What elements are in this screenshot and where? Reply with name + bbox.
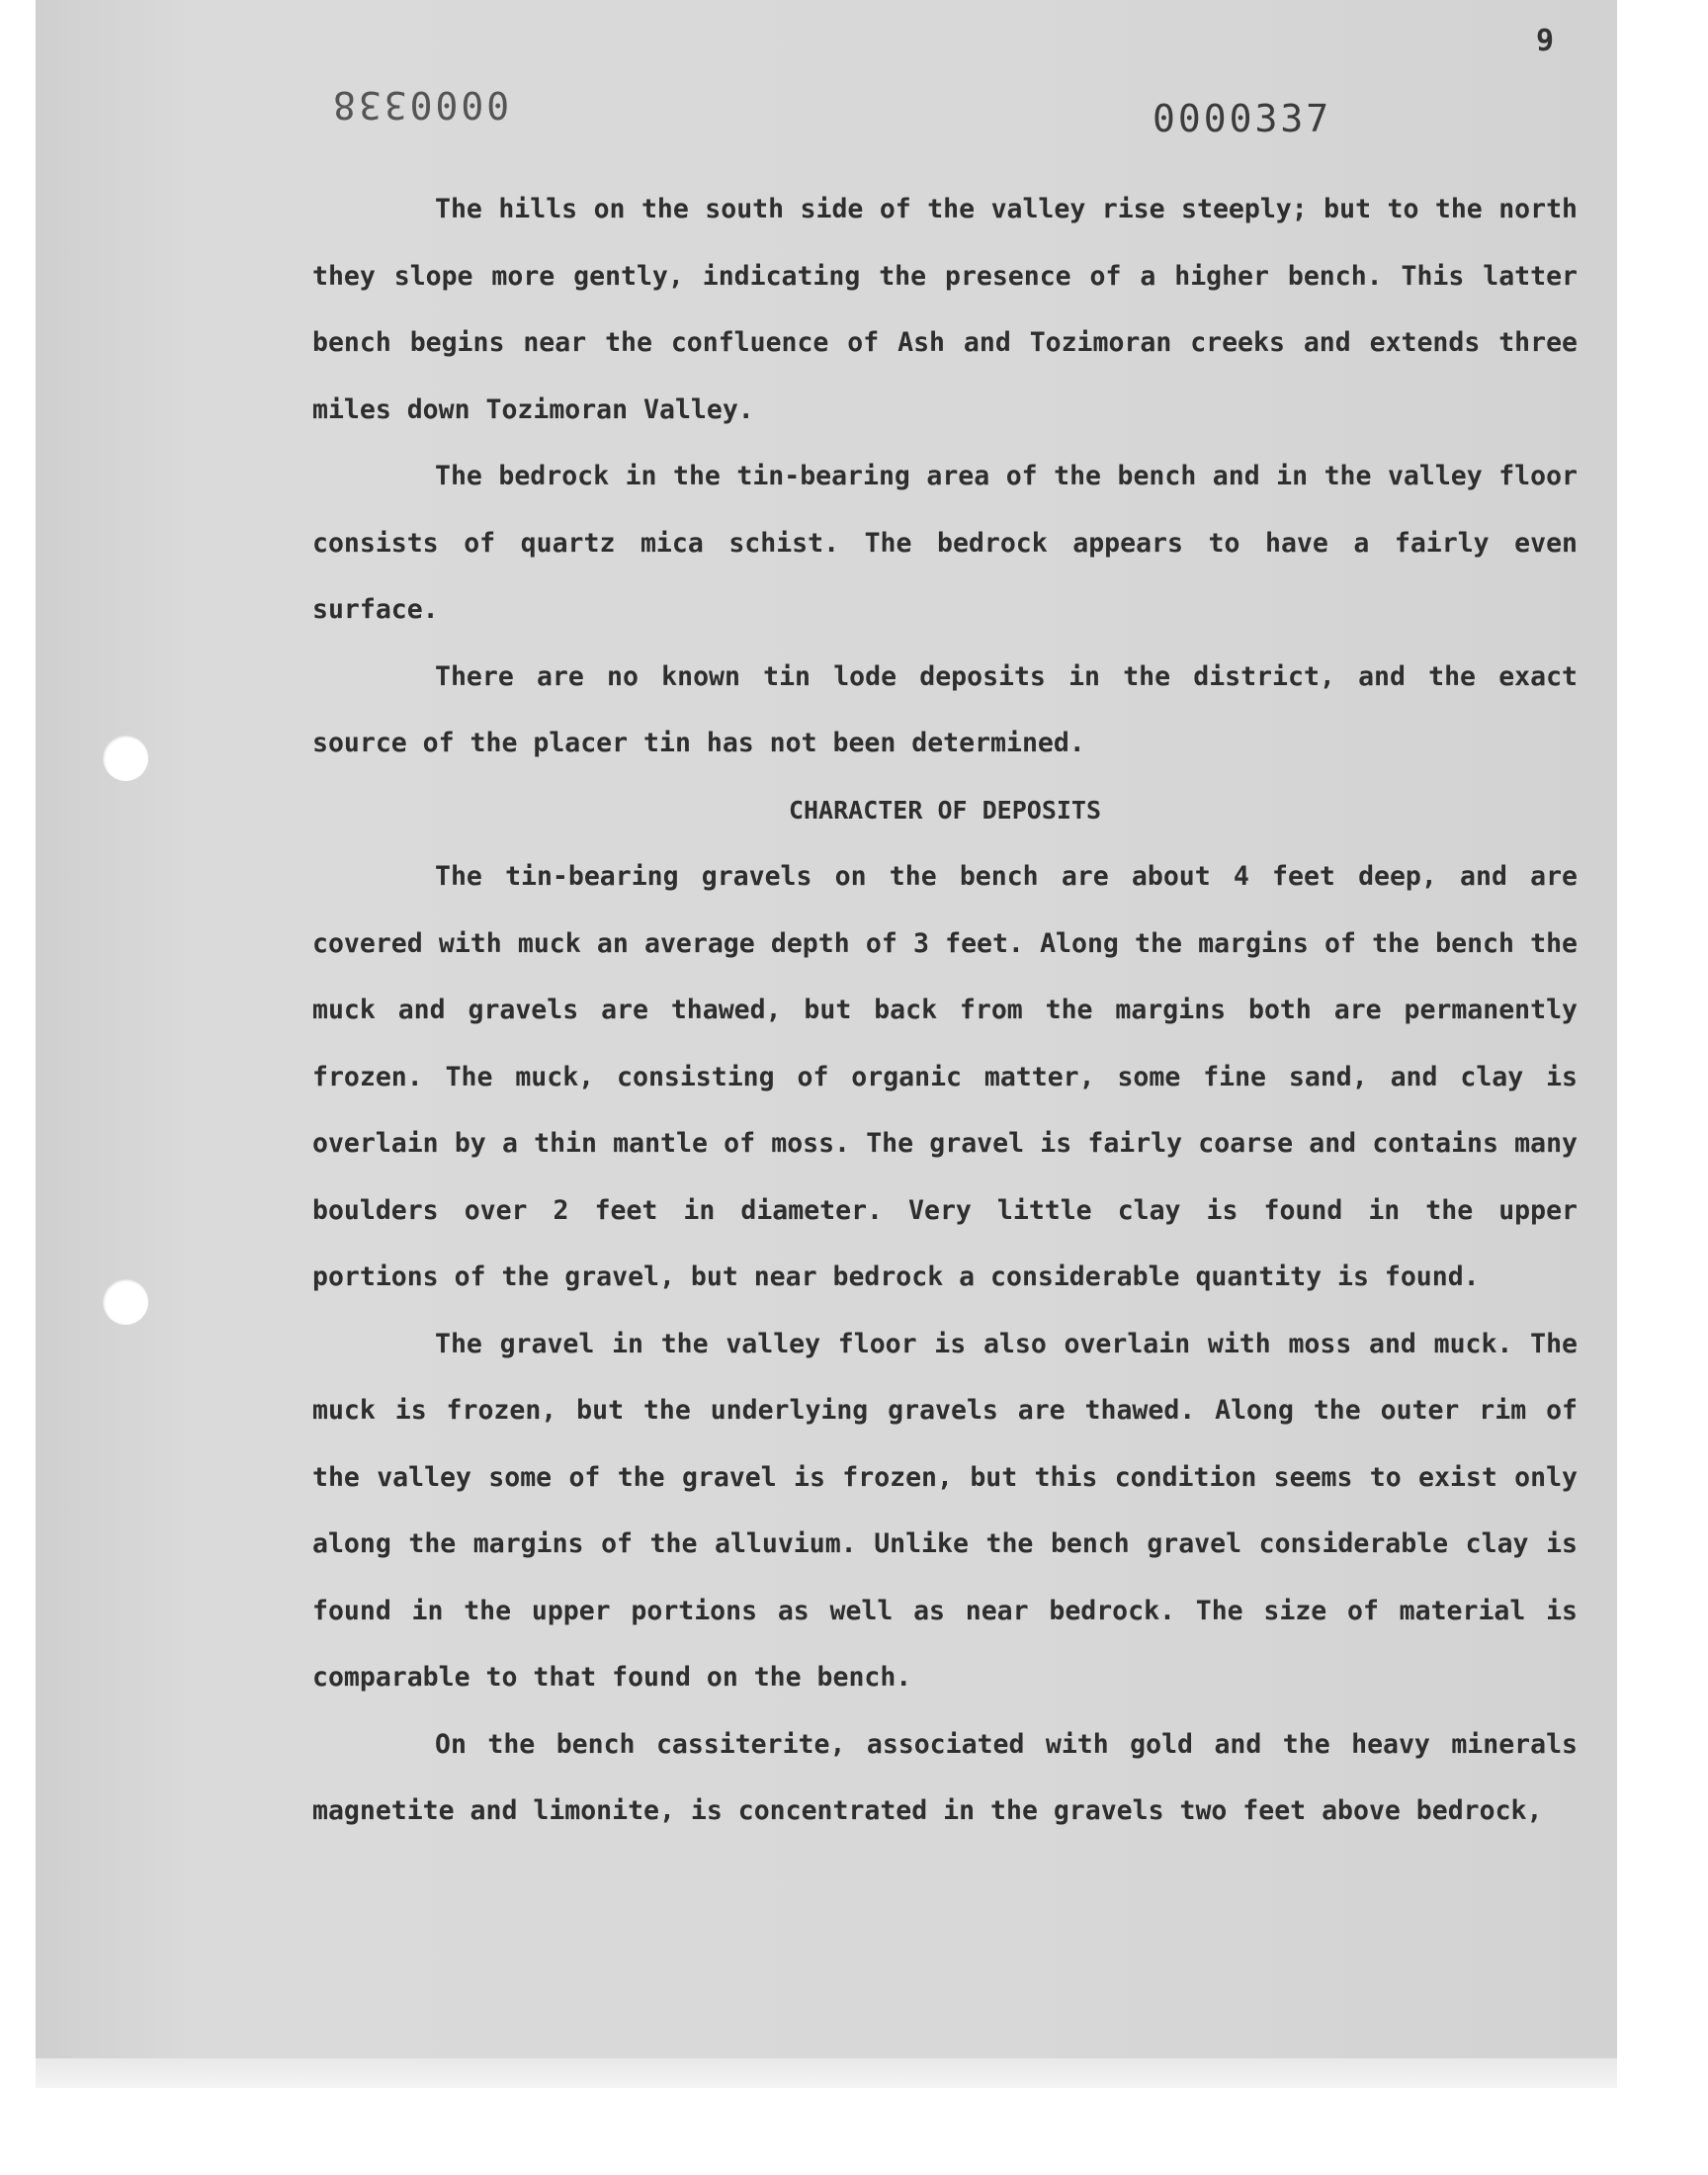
body-text xyxy=(312,176,1578,1845)
page-bottom-edge xyxy=(36,2058,1617,2088)
paragraph-bench-gravels: The tin-bearing gravels on the bench are about 4 feet deep, and are covered with muck an average depth of 3 feet. Along the margins of the bench the muck and gravels are thawed, but back from the margins both are permanently frozen. The muck, consisting of organic matter, some fine sand, and clay is overlain by a thin mantle of moss. The gravel is fairly coarse and contains many boulders over 2 feet in diameter. Very little clay is found in the upper portions of the gravel, but near bedrock a considerable quantity is found. xyxy=(312,861,1578,1292)
document-stamp-left: 0000338 xyxy=(330,83,510,127)
punch-hole-upper xyxy=(103,736,148,781)
paragraph-valley-floor: The gravel in the valley floor is also overlain with moss and muck. The muck is frozen, but the underlying gravels are thawed. Along the outer rim of the valley some of the gravel is frozen, but this condition seems to exist only along the margins of the alluvium. Unlike the bench gravel considerable clay is found in the upper portions as well as near bedrock. The size of material is comparable to that found on the bench. xyxy=(312,1328,1578,1693)
section-heading: CHARACTER OF DEPOSITS xyxy=(788,795,1102,825)
paragraph-bedrock: The bedrock in the tin-bearing area of the bench and in the valley floor consists of quartz mica schist. The bedrock appears to have a fairly even surface. xyxy=(312,461,1578,625)
page-number: 9 xyxy=(1536,24,1555,58)
paragraph-cassiterite: On the bench cassiterite, associated with gold and the heavy minerals magnetite and limonite, is concentrated in the gravels two feet above bedrock, xyxy=(312,1728,1578,1826)
paragraph-lode-deposits: There are no known tin lode deposits in the district, and the exact source of the placer tin has not been determined. xyxy=(312,660,1578,758)
paragraph-hills: The hills on the south side of the valley rise steeply; but to the north they slope more gently, indicating the presence of a higher bench. This latter bench begins near the confluence of Ash and Tozimoran creeks and extends three miles down Tozimoran Valley. xyxy=(312,194,1578,425)
document-stamp-right: 0000337 xyxy=(1153,97,1332,140)
punch-hole-lower xyxy=(103,1279,148,1325)
